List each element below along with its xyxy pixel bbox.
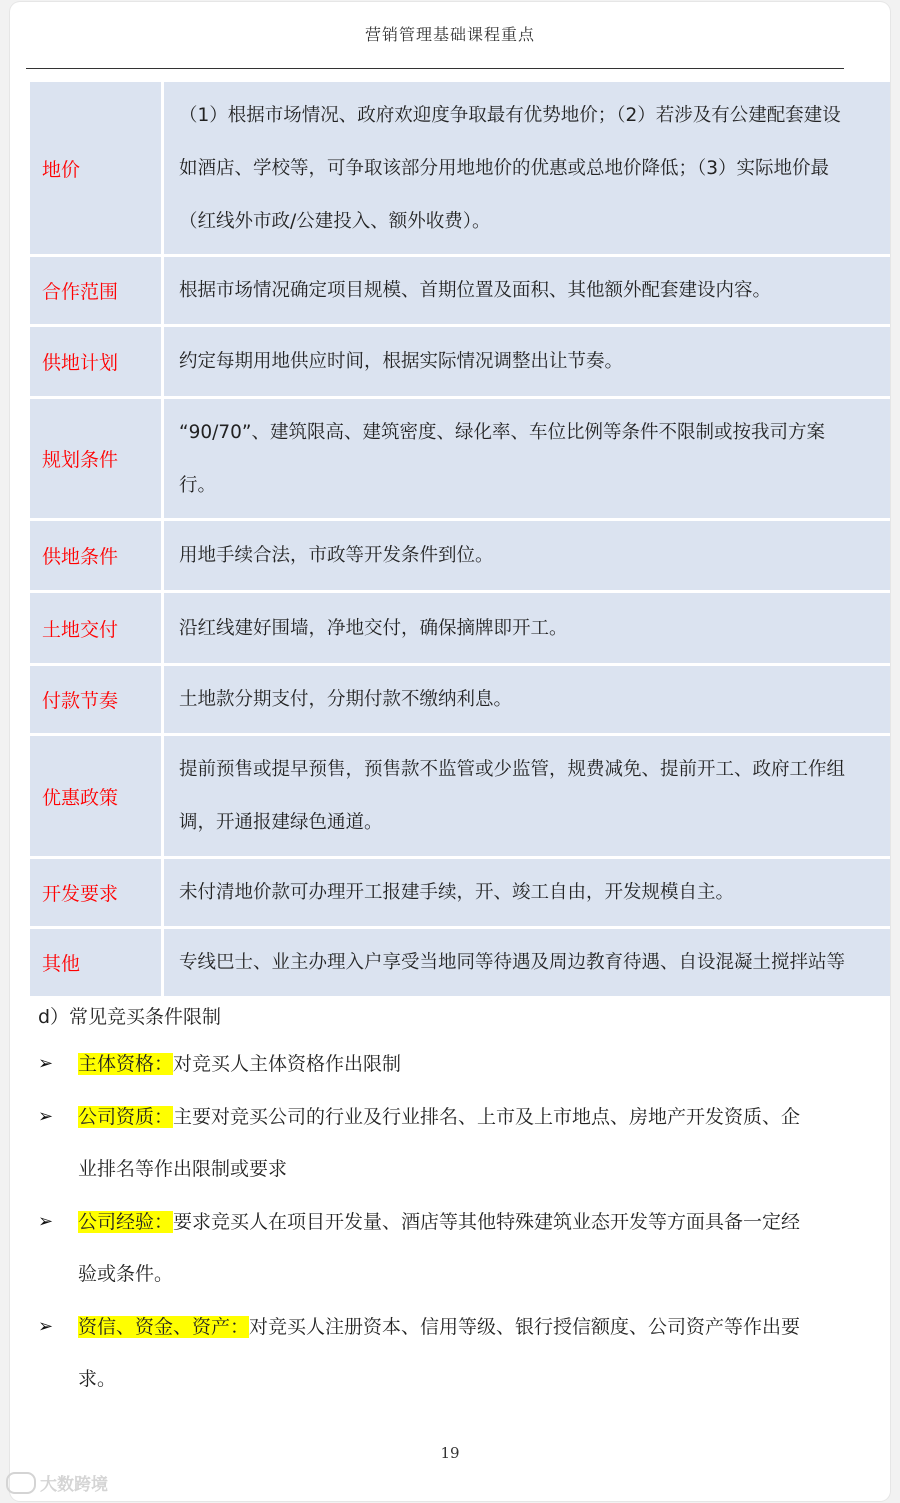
table-row <box>30 257 890 327</box>
table-row <box>30 593 890 666</box>
row-content <box>164 666 890 736</box>
table-row <box>30 327 890 399</box>
content-line: （1）根据市场情况、政府欢迎度争取最有优势地价；（2）若涉及有公建配套建设 <box>179 104 841 126</box>
bidding-conditions-section <box>38 1002 868 1406</box>
highlighted-term: 资信、资金、资产： <box>78 1315 250 1338</box>
table-row <box>30 929 890 999</box>
row-label: 供地条件 <box>30 521 164 593</box>
content-line: 行。 <box>179 474 217 496</box>
row-content <box>164 257 890 327</box>
content-line: “90/70”、建筑限高、建筑密度、绿化率、车位比例等条件不限制或按我司方案 <box>179 421 825 443</box>
content-line: 约定每期用地供应时间，根据实际情况调整出让节奏。 <box>179 351 624 372</box>
table-row <box>30 521 890 593</box>
row-content <box>164 521 890 593</box>
content-line: 专线巴士、业主办理入户享受当地同等待遇及周边教育待遇、自设混凝土搅拌站等 <box>179 952 846 973</box>
terms-table <box>30 82 890 999</box>
arrow-right-icon: ➢ <box>38 1053 54 1074</box>
arrow-right-icon: ➢ <box>38 1105 54 1127</box>
row-label: 规划条件 <box>30 399 164 521</box>
content-line: 未付清地价款可办理开工报建手续，开、竣工自由，开发规模自主。 <box>179 882 735 903</box>
row-content <box>164 327 890 399</box>
table-row <box>30 736 890 859</box>
watermark <box>6 1470 108 1495</box>
item-text-continued: 验或条件。 <box>78 1263 174 1285</box>
highlighted-term: 主体资格： <box>78 1053 174 1075</box>
content-line: 沿红线建好围墙，净地交付，确保摘牌即开工。 <box>179 617 568 639</box>
list-item <box>38 1196 868 1301</box>
content-line: 土地款分期支付，分期付款不缴纳利息。 <box>179 689 513 710</box>
content-line: （红线外市政/公建投入、额外收费）。 <box>179 210 491 232</box>
row-label: 合作范围 <box>30 257 164 327</box>
table-row <box>30 859 890 929</box>
page-number: 19 <box>440 1444 460 1462</box>
arrow-right-icon: ➢ <box>38 1315 54 1337</box>
content-line: 用地手续合法，市政等开发条件到位。 <box>179 545 494 566</box>
page-header-title: 营销管理基础课程重点 <box>364 25 535 44</box>
item-text: 对竞买人主体资格作出限制 <box>173 1053 402 1075</box>
highlighted-term: 公司经验： <box>78 1210 174 1233</box>
row-content <box>164 736 890 859</box>
row-label: 优惠政策 <box>30 736 164 859</box>
document-page <box>10 2 890 1501</box>
watermark-text: 大数跨境 <box>40 1475 108 1495</box>
header-divider <box>26 68 844 69</box>
row-content <box>164 82 890 257</box>
row-label: 其他 <box>30 929 164 999</box>
row-content <box>164 593 890 666</box>
row-label: 地价 <box>30 82 164 257</box>
item-text: 要求竞买人在项目开发量、酒店等其他特殊建筑业态开发等方面具备一定经 <box>173 1210 801 1233</box>
row-label: 供地计划 <box>30 327 164 399</box>
item-text-continued: 业排名等作出限制或要求 <box>78 1158 288 1180</box>
content-line: 如酒店、学校等，可争取该部分用地地价的优惠或总地价降低；（3）实际地价最 <box>179 157 830 179</box>
watermark-logo-icon <box>6 1472 36 1494</box>
item-text: 主要对竞买公司的行业及行业排名、上市及上市地点、房地产开发资质、企 <box>173 1105 801 1128</box>
row-label: 土地交付 <box>30 593 164 666</box>
arrow-right-icon: ➢ <box>38 1210 54 1232</box>
highlighted-term: 公司资质： <box>78 1105 174 1128</box>
row-label: 付款节奏 <box>30 666 164 736</box>
list-item <box>38 1301 868 1406</box>
list-item <box>38 1091 868 1196</box>
section-title: d）常见竞买条件限制 <box>38 1006 222 1028</box>
content-line: 提前预售或提早预售，预售款不监管或少监管，规费减免、提前开工、政府工作组 <box>179 759 846 780</box>
content-line: 根据市场情况确定项目规模、首期位置及面积、其他额外配套建设内容。 <box>179 280 772 301</box>
table-row <box>30 82 890 257</box>
table-row <box>30 666 890 736</box>
row-label: 开发要求 <box>30 859 164 929</box>
list-item <box>38 1038 868 1091</box>
table-row <box>30 399 890 521</box>
item-text: 对竞买人注册资本、信用等级、银行授信额度、公司资产等作出要 <box>249 1315 801 1338</box>
row-content <box>164 859 890 929</box>
item-text-continued: 求。 <box>78 1368 117 1390</box>
conditions-list <box>38 1038 868 1406</box>
row-content <box>164 399 890 521</box>
row-content <box>164 929 890 999</box>
content-line: 调，开通报建绿色通道。 <box>179 812 383 833</box>
